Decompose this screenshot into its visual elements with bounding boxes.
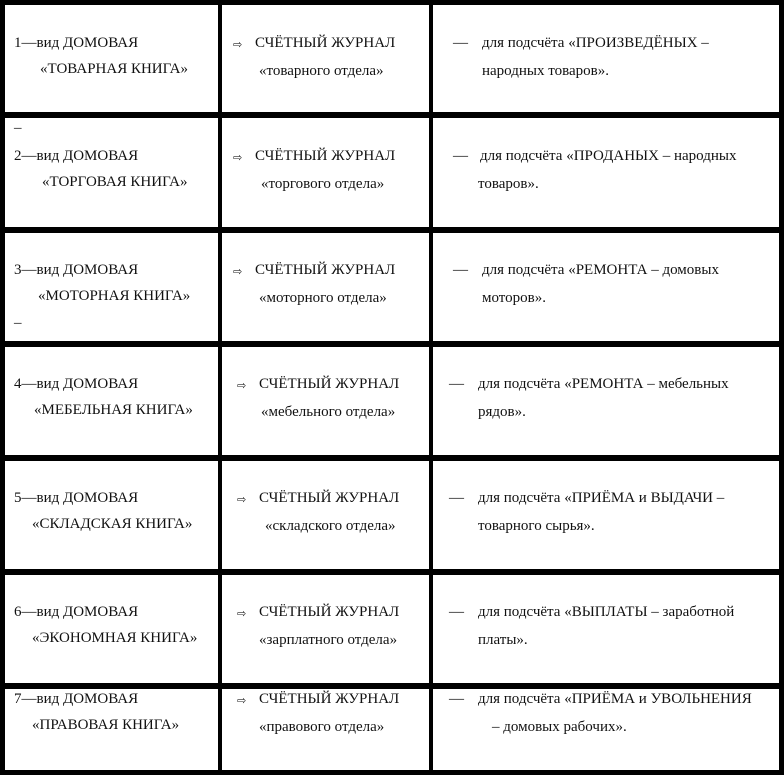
journal-line2: «моторного отдела» [259, 290, 387, 306]
table-row-6-journal-cell [222, 575, 429, 683]
journal-line1: СЧЁТНЫЙ ЖУРНАЛ [255, 148, 396, 164]
book-line1: 6—вид ДОМОВАЯ [14, 604, 139, 620]
table-row-5-book-cell [5, 461, 218, 569]
book-line2: «ЭКОНОМНАЯ КНИГА» [32, 630, 198, 646]
book-line2: «МОТОРНАЯ КНИГА» [38, 288, 191, 304]
table-row-1-journal-cell [222, 5, 429, 112]
purpose-line1: для подсчёта «ПРОИЗВЕДЁНЫХ – [482, 35, 709, 51]
purpose-dash: — [449, 691, 464, 707]
journal-line2: «торгового отдела» [261, 176, 385, 192]
table-row-1-book-cell [5, 5, 218, 112]
arrow-right-icon: ⇨ [233, 151, 243, 164]
book-line1: 4—вид ДОМОВАЯ [14, 376, 139, 392]
purpose-line1: для подсчёта «ПРИЁМА и ВЫДАЧИ – [478, 490, 725, 506]
table-row-1-purpose-cell [433, 5, 779, 112]
purpose-dash: — [449, 604, 464, 620]
arrow-right-icon: ⇨ [233, 265, 243, 278]
arrow-right-icon: ⇨ [233, 38, 243, 51]
book-line2: «СКЛАДСКАЯ КНИГА» [32, 516, 193, 532]
table-row-3-book-cell [5, 233, 218, 341]
book-line1: 5—вид ДОМОВАЯ [14, 490, 139, 506]
table-row-5-journal-cell [222, 461, 429, 569]
journal-line2: «складского отдела» [265, 518, 396, 534]
journal-line1: СЧЁТНЫЙ ЖУРНАЛ [259, 490, 400, 506]
purpose-dash: — [449, 490, 464, 506]
purpose-dash: — [449, 376, 464, 392]
table-row-2-journal-cell [222, 118, 429, 227]
journal-line2: «мебельного отдела» [261, 404, 396, 420]
book-line2: «ТОРГОВАЯ КНИГА» [42, 174, 188, 190]
book-line1: 2—вид ДОМОВАЯ [14, 148, 139, 164]
journal-line1: СЧЁТНЫЙ ЖУРНАЛ [259, 604, 400, 620]
purpose-line2: народных товаров». [482, 63, 609, 79]
purpose-line2: товарного сырья». [478, 518, 595, 534]
arrow-right-icon: ⇨ [237, 379, 247, 392]
table-row-3-purpose-cell [433, 233, 779, 341]
purpose-line2: платы». [478, 632, 528, 648]
table-row-7-book-cell [5, 689, 218, 770]
journal-line1: СЧЁТНЫЙ ЖУРНАЛ [255, 35, 396, 51]
table-row-7-journal-cell [222, 689, 429, 770]
book-post-dash: – [14, 315, 22, 331]
table-row-3-journal-cell [222, 233, 429, 341]
book-line1: 3—вид ДОМОВАЯ [14, 262, 139, 278]
journal-line1: СЧЁТНЫЙ ЖУРНАЛ [259, 376, 400, 392]
table-row-4-book-cell [5, 347, 218, 455]
journal-line1: СЧЁТНЫЙ ЖУРНАЛ [259, 691, 400, 707]
purpose-line2: – домовых рабочих». [492, 719, 627, 735]
journal-line2: «товарного отдела» [259, 63, 384, 79]
purpose-line1: для подсчёта «РЕМОНТА – домовых [482, 262, 719, 278]
purpose-line2: рядов». [478, 404, 526, 420]
purpose-dash: — [453, 35, 468, 51]
book-line2: «МЕБЕЛЬНАЯ КНИГА» [34, 402, 193, 418]
book-line1: 7—вид ДОМОВАЯ [14, 691, 139, 707]
table-row-4-purpose-cell [433, 347, 779, 455]
book-pre-dash: – [14, 120, 22, 136]
table-row-6-book-cell [5, 575, 218, 683]
purpose-line1: для подсчёта «ВЫПЛАТЫ – заработной [478, 604, 735, 620]
arrow-right-icon: ⇨ [237, 694, 247, 707]
purpose-line1: для подсчёта «ПРИЁМА и УВОЛЬНЕНИЯ [478, 691, 752, 707]
purpose-line2: товаров». [478, 176, 539, 192]
table-row-6-purpose-cell [433, 575, 779, 683]
book-line2: «ПРАВОВАЯ КНИГА» [32, 717, 180, 733]
arrow-right-icon: ⇨ [237, 607, 247, 620]
journal-line2: «правового отдела» [259, 719, 385, 735]
purpose-dash: — [453, 148, 468, 164]
journal-line2: «зарплатного отдела» [259, 632, 398, 648]
book-line1: 1—вид ДОМОВАЯ [14, 35, 139, 51]
purpose-dash: — [453, 262, 468, 278]
table-row-2-book-cell [5, 118, 218, 227]
book-line2: «ТОВАРНАЯ КНИГА» [40, 61, 188, 77]
table-row-2-purpose-cell [433, 118, 779, 227]
journal-line1: СЧЁТНЫЙ ЖУРНАЛ [255, 262, 396, 278]
arrow-right-icon: ⇨ [237, 493, 247, 506]
table-row-7-purpose-cell [433, 689, 779, 770]
purpose-line1: для подсчёта «РЕМОНТА – мебельных [478, 376, 729, 392]
table-row-4-journal-cell [222, 347, 429, 455]
purpose-line1: для подсчёта «ПРОДАНЫХ – народных [480, 148, 737, 164]
purpose-line2: моторов». [482, 290, 546, 306]
table-row-5-purpose-cell [433, 461, 779, 569]
